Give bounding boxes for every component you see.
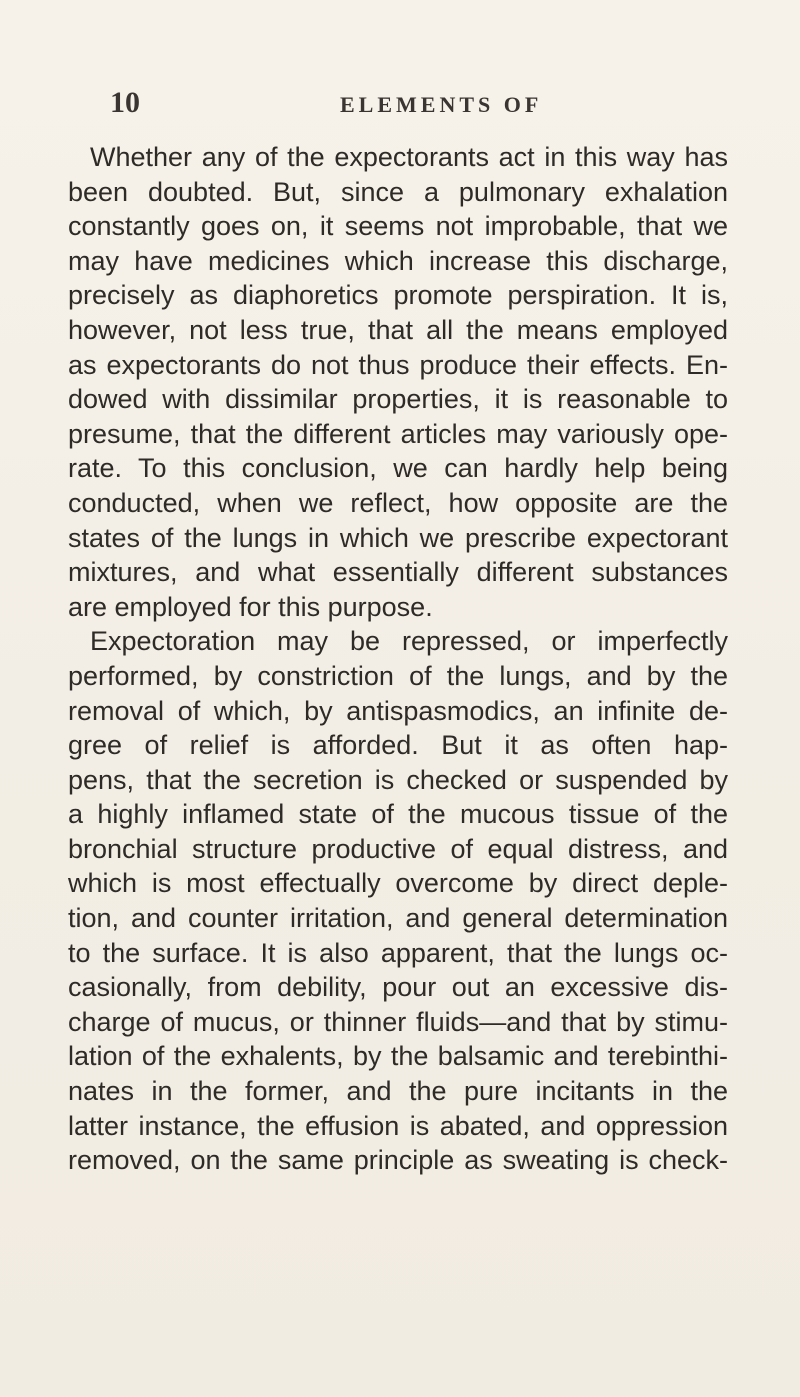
text-line: dowed with dissimilar properties, it is reasonable to xyxy=(68,384,728,415)
text-line: Whether any of the expectorants act in this way has xyxy=(90,142,728,172)
text-line: bronchial structure productive of equal distress, and xyxy=(68,833,728,864)
text-line: conducted, when we reflect, how opposite are the xyxy=(68,487,728,518)
text-line: been doubted. But, since a pulmonary exhalation xyxy=(68,176,728,207)
text-line: precisely as diaphoretics promote perspiration. It is, xyxy=(68,280,728,311)
page-number: 10 xyxy=(110,86,140,119)
text-line: Expectoration may be repressed, or imperfectly xyxy=(90,626,728,657)
text-line: mixtures, and what essentially different substances xyxy=(68,557,728,588)
text-line: gree of relief is afforded. But it as often hap- xyxy=(68,730,728,761)
text-line: casionally, from debility, pour out an excessive dis- xyxy=(68,972,728,1003)
running-head: ELEMENTS OF xyxy=(340,92,543,117)
text-line: presume, that the different articles may variously ope- xyxy=(68,418,728,449)
body-text xyxy=(68,140,728,1178)
text-line: rate. To this conclusion, we can hardly help being xyxy=(68,453,728,484)
text-line: nates in the former, and the pure incitants in the xyxy=(68,1076,728,1107)
text-line: are employed for this purpose. xyxy=(68,591,433,622)
text-line: a highly inflamed state of the mucous tissue of the xyxy=(68,799,728,830)
text-line: as expectorants do not thus produce their effects. En- xyxy=(68,349,728,380)
text-line: charge of mucus, or thinner fluids—and that by stimu- xyxy=(68,1006,728,1037)
text-line: removal of which, by antispasmodics, an infinite de- xyxy=(68,695,728,726)
text-line: pens, that the secretion is checked or suspended by xyxy=(68,764,728,795)
text-line: latter instance, the effusion is abated, and oppression xyxy=(68,1110,728,1141)
text-line: however, not less true, that all the means employed xyxy=(68,314,728,345)
text-line: performed, by constriction of the lungs, and by the xyxy=(68,660,728,691)
text-line: which is most effectually overcome by direct deple- xyxy=(68,868,728,899)
text-line: tion, and counter irritation, and general determination xyxy=(68,903,728,934)
page-header xyxy=(110,86,710,126)
text-line: to the surface. It is also apparent, that the lungs oc- xyxy=(68,937,728,968)
text-line: removed, on the same principle as sweating is check- xyxy=(68,1145,728,1176)
text-line: constantly goes on, it seems not improbable, that we xyxy=(68,211,728,242)
text-line: may have medicines which increase this discharge, xyxy=(68,245,728,276)
text-line: states of the lungs in which we prescribe expectorant xyxy=(68,522,728,553)
text-line: lation of the exhalents, by the balsamic and terebinthi- xyxy=(68,1041,728,1072)
